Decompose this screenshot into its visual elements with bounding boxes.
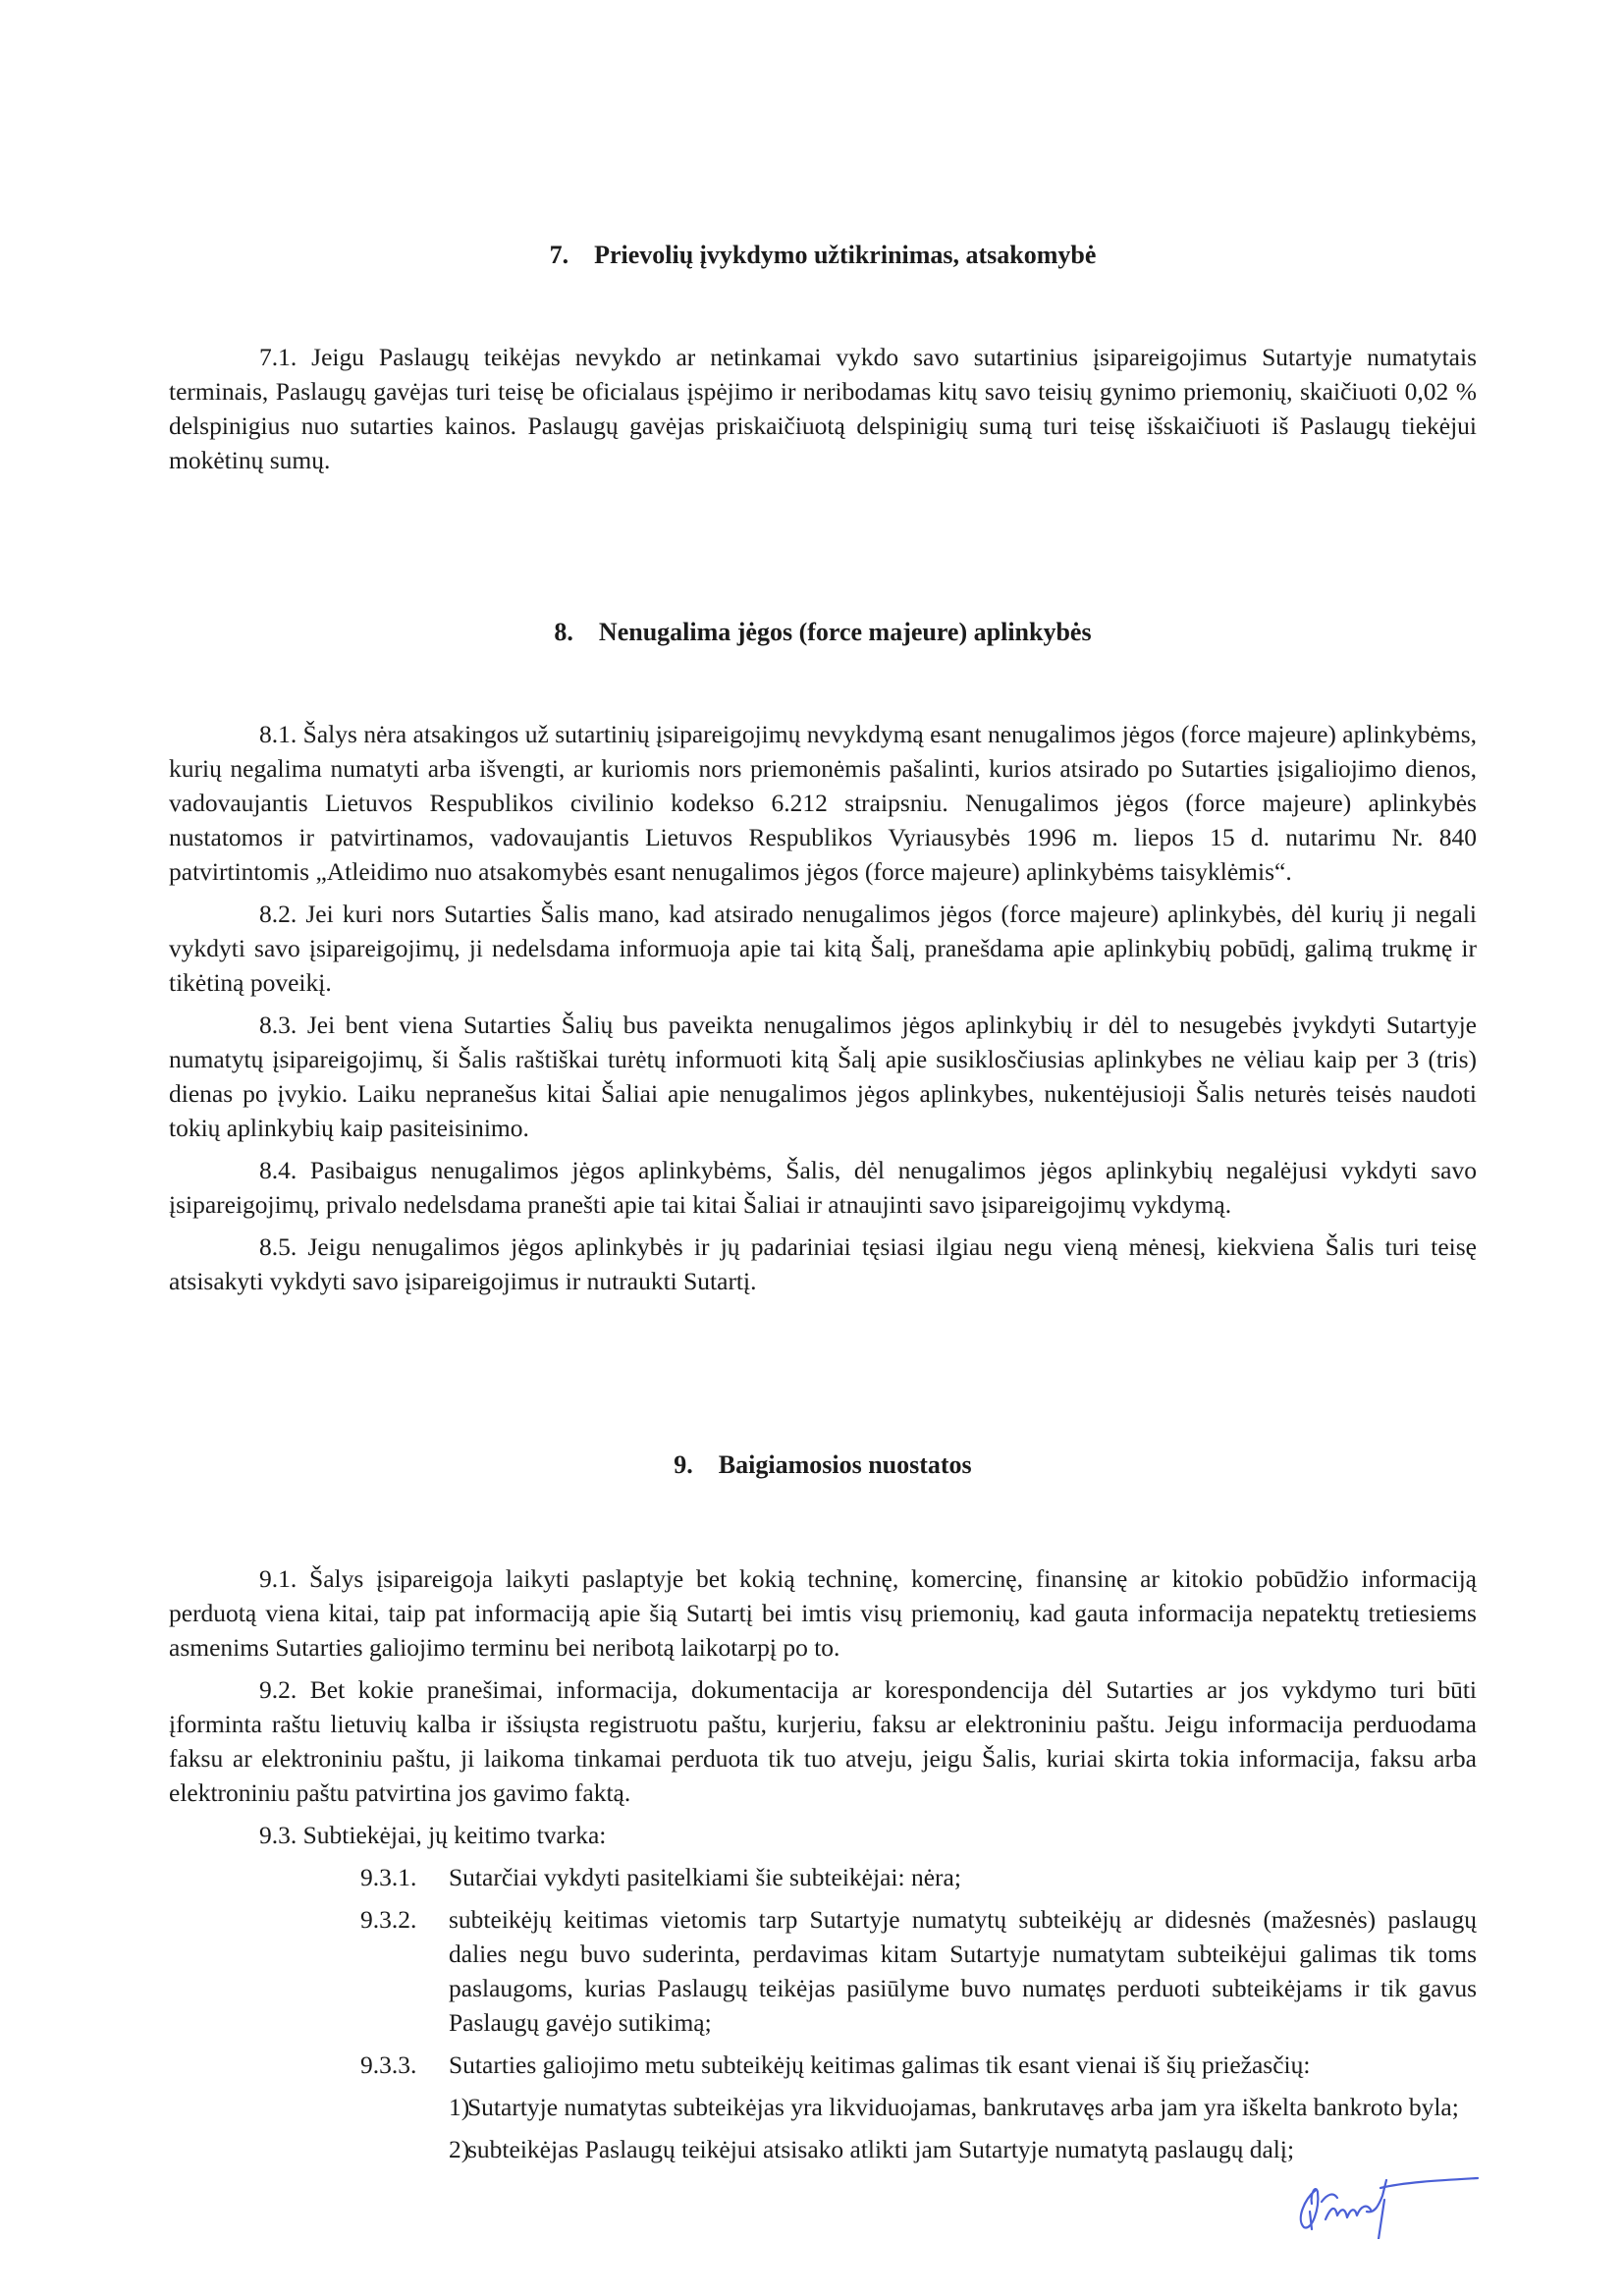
section-9-title: Baigiamosios nuostatos [718,1450,972,1479]
clause-9-3: 9.3. Subtiekėjai, jų keitimo tvarka: [259,1821,607,1849]
clause-8-4: 8.4. Pasibaigus nenugalimos jėgos aplinkybėms, Šalis, dėl nenugalimos jėgos aplinkybių negalėjusi vykdyti savo įsipareigojimų, privalo nedelsdama pranešti apie tai kitai Šaliai ir atnaujinti savo įsipareigojimų vykdymą. [169,1156,1477,1219]
clause-number: 9.3.3. [360,2050,417,2079]
clause-9-2: 9.2. Bet kokie pranešimai, informacija, dokumentacija ar korespondencija dėl Sutarties ar jos vykdymo turi būti įforminta raštu lietuvių kalba ir išsiųsta registruotu paštu, kurjeriu, faksu ar elektroniniu paštu. Jeigu informacija perduodama faksu ar elektroniniu paštu, ji laikoma tinkamai perduota tik tuo atveju, jeigu Šalis, kuriai skirta tokia informacija, faksu arba elektroniniu paštu patvirtina jos gavimo faktą. [169,1675,1477,1807]
clause-8-2: 8.2. Jei kuri nors Sutarties Šalis mano, kad atsirado nenugalimos jėgos (force majeure) aplinkybės, dėl kurių ji negali vykdyti savo įsipareigojimų, ji nedelsdama informuoja apie tai kitą Šalį, pranešdama apie aplinkybių pobūdį, galimą trukmę ir tikėtiną poveikį. [169,900,1477,997]
reason-text: subteikėjas Paslaugų teikėjui atsisako atlikti jam Sutartyje numatytą paslaugų dalį; [467,2135,1295,2163]
reason-text: Sutartyje numatytas subteikėjas yra likviduojamas, bankrutavęs arba jam yra iškelta bankroto byla; [467,2093,1459,2121]
document-body [169,236,1477,2166]
clause-9-1: 9.1. Šalys įsipareigoja laikyti paslaptyje bet kokią techninę, komercinę, finansinę ar kitokio pobūdžio informaciją perduotą viena kitai, taip pat informaciją apie šią Sutartį bei imtis visų priemonių, kad gauta informacija nepatektų tretiesiems asmenims Sutarties galiojimo terminu bei neribotą laikotarpį po to. [169,1564,1477,1662]
clause-number: 9.3.2. [360,1905,417,1934]
clause-text: subteikėjų keitimas vietomis tarp Sutartyje numatytų subteikėjų ar didesnės (mažesnės) paslaugų dalies negu buvo suderinta, perdavimas kitam Sutartyje numatytam subteikėjui galimas tik toms paslaugoms, kurias Paslaugų teikėjas pasiūlyme buvo numatęs perduoti subteikėjams ir tik gavus Paslaugų gavėjo sutikimą; [449,1905,1477,2037]
reason-number: 1) [449,2093,470,2121]
reason-number: 2) [449,2135,470,2163]
clause-text: Sutarčiai vykdyti pasitelkiami šie subteikėjai: nėra; [449,1863,961,1891]
clause-8-5: 8.5. Jeigu nenugalimos jėgos aplinkybės ir jų padariniai tęsiasi ilgiau negu vieną mėnesį, kiekviena Šalis turi teisę atsisakyti vykdyti savo įsipareigojimus ir nutraukti Sutartį. [169,1232,1477,1295]
clause-number: 9.3.1. [360,1863,417,1891]
clause-text: Sutarties galiojimo metu subteikėjų keitimas galimas tik esant vienai iš šių priežasčių: [449,2050,1311,2079]
clause-8-3: 8.3. Jei bent viena Sutarties Šalių bus paveikta nenugalimos jėgos aplinkybių ir dėl to nesugebės įvykdyti Sutartyje numatytų įsipareigojimų, ši Šalis raštiškai turėtų informuoti kitą Šalį apie susiklosčiusias aplinkybes ne vėliau kaip per 3 (tris) dienas po įvykio. Laiku nepranešus kitai Šaliai apie nenugalimos jėgos aplinkybes, nukentėjusioji Šalis neturės teisės naudoti tokių aplinkybių kaip pasiteisinimo. [169,1011,1477,1142]
section-9-number: 9. [674,1450,693,1479]
section-8-number: 8. [554,618,573,646]
section-8-title: Nenugalima jėgos (force majeure) aplinkybės [598,618,1092,646]
section-7-number: 7. [549,241,569,269]
clause-7-1: 7.1. Jeigu Paslaugų teikėjas nevykdo ar netinkamai vykdo savo sutartinius įsipareigojimus Sutartyje numatytais terminais, Paslaugų gavėjas turi teisę be oficialaus įspėjimo ir neribodamas kitų savo teisių gynimo priemonių, skaičiuoti 0,02 % delspinigius nuo sutarties kainos. Paslaugų gavėjas priskaičiuotą delspinigių sumą turi teisę išskaičiuoti iš Paslaugų tiekėjui mokėtinų sumų. [169,343,1477,474]
section-7-title: Prievolių įvykdymo užtikrinimas, atsakomybė [594,241,1097,269]
clause-8-1: 8.1. Šalys nėra atsakingos už sutartinių įsipareigojimų nevykdymą esant nenugalimos jėgos (force majeure) aplinkybėms, kurių negalima numatyti arba išvengti, ar kuriomis nors priemonėmis pašalinti, kurios atsirado po Sutarties įsigaliojimo dienos, vadovaujantis Lietuvos Respublikos civilinio kodekso 6.212 straipsniu. Nenugalimos jėgos (force majeure) aplinkybės nustatomos ir patvirtinamos, vadovaujantis Lietuvos Respublikos Vyriausybės 1996 m. liepos 15 d. nutarimu Nr. 840 patvirtintomis „Atleidimo nuo atsakomybės esant nenugalimos jėgos (force majeure) aplinkybėms taisyklėmis“. [169,720,1477,886]
clause-9-3-3 [169,2048,1477,2082]
clause-9-3-1 [169,1860,1477,1894]
section-9-heading [169,1446,1477,1485]
clause-9-3-2 [169,1902,1477,2040]
section-7-heading [169,236,1477,275]
section-8-heading [169,613,1477,652]
handwritten-signature-icon [1276,2160,1502,2239]
reason-item-1 [169,2090,1477,2124]
